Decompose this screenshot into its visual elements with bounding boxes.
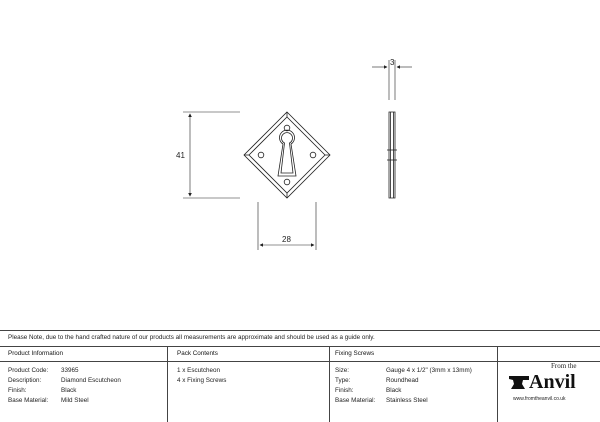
- height-dimension-label: 41: [176, 151, 185, 160]
- screw-hole-bottom: [284, 179, 290, 185]
- finish-value: Black: [61, 387, 77, 394]
- product-code-label: Product Code:: [8, 367, 49, 374]
- anvil-icon: [509, 376, 529, 389]
- screw-finish-value: Black: [386, 387, 402, 394]
- logo-brand: Anvil: [529, 371, 576, 393]
- screw-size-value: Gauge 4 x 1/2" (3mm x 13mm): [386, 367, 472, 374]
- description-value: Diamond Escutcheon: [61, 377, 121, 384]
- fixing-screws-section: [329, 347, 497, 422]
- pack-item: 4 x Fixing Screws: [177, 377, 227, 384]
- thickness-dimension-label: 3: [390, 58, 395, 67]
- divider-top: [0, 330, 600, 331]
- screw-size-label: Size:: [335, 367, 349, 374]
- base-material-label: Base Material:: [8, 397, 49, 404]
- width-dimension-label: 28: [282, 235, 291, 244]
- description-label: Description:: [8, 377, 42, 384]
- pack-contents-section: [167, 347, 329, 422]
- measurement-note: Please Note, due to the hand crafted nature of our products all measurements are approximate and should be used as a guide only.: [8, 334, 375, 341]
- from-the-anvil-logo: [505, 358, 595, 408]
- logo-from-the: From the: [551, 362, 577, 370]
- product-information-section: [0, 347, 167, 422]
- base-material-value: Mild Steel: [61, 397, 89, 404]
- escutcheon-front-view: [244, 112, 330, 198]
- fixing-screws-heading: Fixing Screws: [335, 350, 375, 357]
- height-dimension: [183, 112, 240, 198]
- pack-contents-heading: Pack Contents: [177, 350, 218, 357]
- screw-material-label: Base Material:: [335, 397, 376, 404]
- screw-type-value: Roundhead: [386, 377, 419, 384]
- screw-hole-left: [258, 152, 264, 158]
- logo-url: www.fromtheanvil.co.uk: [513, 396, 566, 402]
- product-information-heading: Product Information: [8, 350, 63, 357]
- finish-label: Finish:: [8, 387, 27, 394]
- screw-finish-label: Finish:: [335, 387, 354, 394]
- screw-type-label: Type:: [335, 377, 351, 384]
- pack-item: 1 x Escutcheon: [177, 367, 221, 374]
- screw-material-value: Stainless Steel: [386, 397, 428, 404]
- product-code-value: 33965: [61, 367, 79, 374]
- screw-hole-right: [310, 152, 316, 158]
- escutcheon-side-view: [387, 112, 397, 198]
